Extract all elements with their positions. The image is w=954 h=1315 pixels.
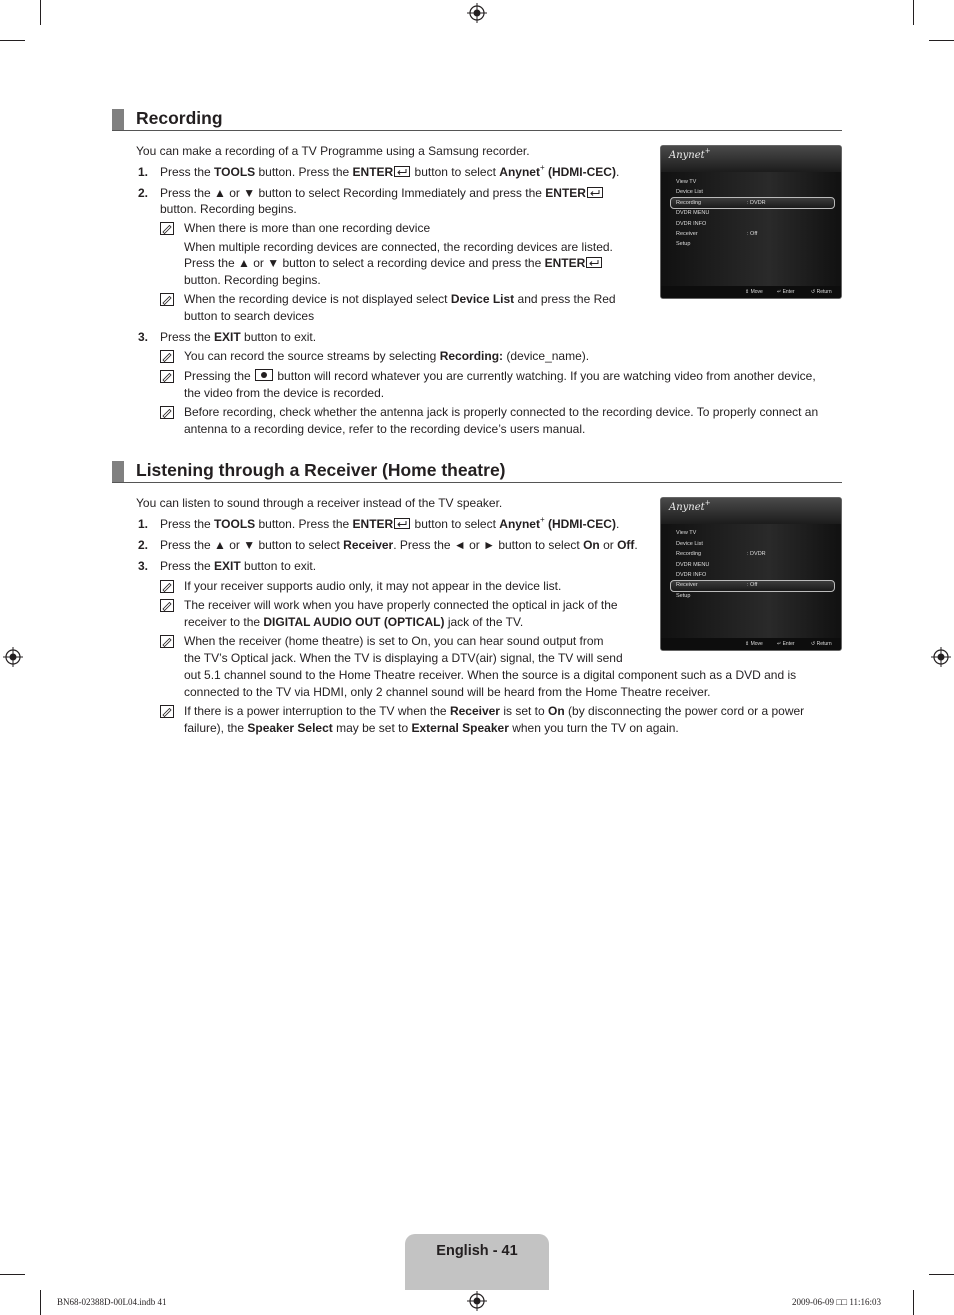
enter-icon	[586, 257, 602, 268]
page-number-tab	[405, 1234, 549, 1290]
note-text: the TV’s Optical jack. When the TV is displaying a DTV(air) signal, the TV will send	[184, 651, 623, 665]
step-number: 3.	[138, 330, 149, 344]
note-text: Pressing the button will record whatever you are currently watching. If you are watching video from another device,	[184, 369, 816, 383]
menu-item: DVDR MENU	[676, 562, 710, 568]
note-icon	[160, 705, 174, 718]
heading-bar	[112, 461, 124, 482]
crop-mark	[929, 1274, 954, 1275]
section-title: Listening through a Receiver (Home theatre)	[136, 460, 506, 480]
print-slug-file: BN68-02388D-00L04.indb 41	[57, 1297, 167, 1307]
note-icon	[160, 599, 174, 612]
crop-mark	[0, 40, 25, 41]
step-text: Press the EXIT button to exit.	[160, 330, 317, 344]
intro-text: You can listen to sound through a receiver instead of the TV speaker.	[136, 496, 503, 510]
menu-item: DVDR INFO	[676, 572, 707, 578]
note-text: When the recording device is not displayed select Device List and press the Red	[184, 292, 616, 306]
note-text: the video from the device is recorded.	[184, 386, 385, 400]
anynet-menu-screenshot	[660, 497, 842, 651]
note-text: When multiple recording devices are connected, the recording devices are listed.	[184, 240, 613, 254]
menu-value: : Off	[747, 231, 758, 237]
enter-hint: ↵ Enter	[777, 289, 795, 295]
menu-item: Receiver	[676, 582, 698, 588]
note-text: button. Recording begins.	[184, 273, 321, 287]
note-text: Before recording, check whether the antenna jack is properly connected to the recording device. To properly connect an	[184, 405, 819, 419]
crop-mark	[40, 0, 41, 25]
step-text: button. Recording begins.	[160, 202, 297, 216]
note-icon	[160, 293, 174, 306]
registration-mark-icon	[467, 3, 487, 23]
note-text: You can record the source streams by selecting Recording: (device_name).	[184, 349, 590, 363]
menu-item: DVDR MENU	[676, 210, 710, 216]
menu-item: Recording	[676, 200, 702, 206]
enter-hint: ↵ Enter	[777, 641, 795, 647]
note-text: failure), the Speaker Select may be set to External Speaker when you turn the TV on again.	[184, 721, 679, 735]
step-number: 1.	[138, 517, 149, 531]
step-text: Press the EXIT button to exit.	[160, 559, 317, 573]
section-heading-receiver	[112, 461, 842, 483]
enter-icon	[394, 518, 410, 529]
note-text: The receiver will work when you have properly connected the optical in jack of the	[184, 598, 618, 612]
note-icon	[160, 406, 174, 419]
step-number: 2.	[138, 538, 149, 552]
menu-footer	[661, 638, 841, 651]
step-text: Press the ▲ or ▼ button to select Recording Immediately and press the ENTER	[160, 185, 604, 202]
note-icon	[160, 222, 174, 235]
crop-mark	[929, 40, 954, 41]
step-number: 3.	[138, 559, 149, 573]
menu-item: Recording	[676, 551, 702, 557]
return-hint: ↺ Return	[811, 289, 832, 295]
note-icon	[160, 580, 174, 593]
step-text: Press the ▲ or ▼ button to select Receiver. Press the ◄ or ► button to select On or Off.	[160, 538, 638, 552]
crop-mark	[913, 0, 914, 25]
move-hint: ⇕ Move	[745, 641, 763, 647]
return-hint: ↺ Return	[811, 641, 832, 647]
step-text: Press the TOOLS button. Press the ENTER button to select Anynet+ (HDMI-CEC).	[160, 163, 620, 179]
section-heading-recording	[112, 109, 842, 131]
step-number: 2.	[138, 186, 149, 200]
record-icon	[255, 369, 273, 381]
menu-footer	[661, 286, 841, 299]
note-text: out 5.1 channel sound to the Home Theatre receiver. When the source is a digital component such as a DVD and is	[184, 668, 797, 682]
anynet-logo: Anynet+	[669, 498, 711, 513]
menu-item: Receiver	[676, 231, 698, 237]
step-text: Press the TOOLS button. Press the ENTER button to select Anynet+ (HDMI-CEC).	[160, 515, 620, 531]
step-number: 1.	[138, 165, 149, 179]
heading-bar	[112, 109, 124, 130]
note-text: antenna to a recording device, refer to the recording device’s users manual.	[184, 422, 586, 436]
enter-icon	[394, 166, 410, 177]
menu-value: : DVDR	[747, 551, 766, 557]
note-icon	[160, 635, 174, 648]
menu-item: Setup	[676, 593, 691, 599]
note-text: receiver to the DIGITAL AUDIO OUT (OPTICAL) jack of the TV.	[184, 615, 524, 629]
note-text: connected to the TV via HDMI, only 2 channel sound will be heard from the Home Theatre receiver.	[184, 685, 711, 699]
note-text: If there is a power interruption to the TV when the Receiver is set to On (by disconnecting the power cord or a power	[184, 704, 805, 718]
crop-mark	[0, 1274, 25, 1275]
menu-item: View TV	[676, 179, 697, 185]
note-text: button to search devices	[184, 309, 315, 323]
note-text: If your receiver supports audio only, it may not appear in the device list.	[184, 579, 562, 593]
crop-mark	[913, 1290, 914, 1315]
registration-mark-icon	[467, 1291, 487, 1311]
menu-value: : DVDR	[747, 200, 766, 206]
page-number: English - 41	[436, 1243, 518, 1259]
anynet-logo: Anynet+	[669, 146, 711, 161]
menu-item: View TV	[676, 530, 697, 536]
menu-item: Device List	[676, 541, 703, 547]
note-text: When the receiver (home theatre) is set to On, you can hear sound output from	[184, 634, 604, 648]
menu-value: : Off	[747, 582, 758, 588]
note-text: When there is more than one recording device	[184, 221, 431, 235]
section-title: Recording	[136, 108, 223, 128]
registration-mark-icon	[931, 647, 951, 667]
menu-item: Device List	[676, 189, 703, 195]
registration-mark-icon	[3, 647, 23, 667]
intro-text: You can make a recording of a TV Programme using a Samsung recorder.	[136, 144, 530, 158]
move-hint: ⇕ Move	[745, 289, 763, 295]
print-slug-date: 2009-06-09 □□ 11:16:03	[792, 1297, 882, 1307]
menu-item: Setup	[676, 241, 691, 247]
enter-icon	[587, 187, 603, 198]
note-icon	[160, 350, 174, 363]
menu-item: DVDR INFO	[676, 221, 707, 227]
anynet-menu-screenshot	[660, 145, 842, 299]
note-icon	[160, 370, 174, 383]
note-text: Press the ▲ or ▼ button to select a recording device and press the ENTER	[184, 255, 603, 272]
crop-mark	[40, 1290, 41, 1315]
